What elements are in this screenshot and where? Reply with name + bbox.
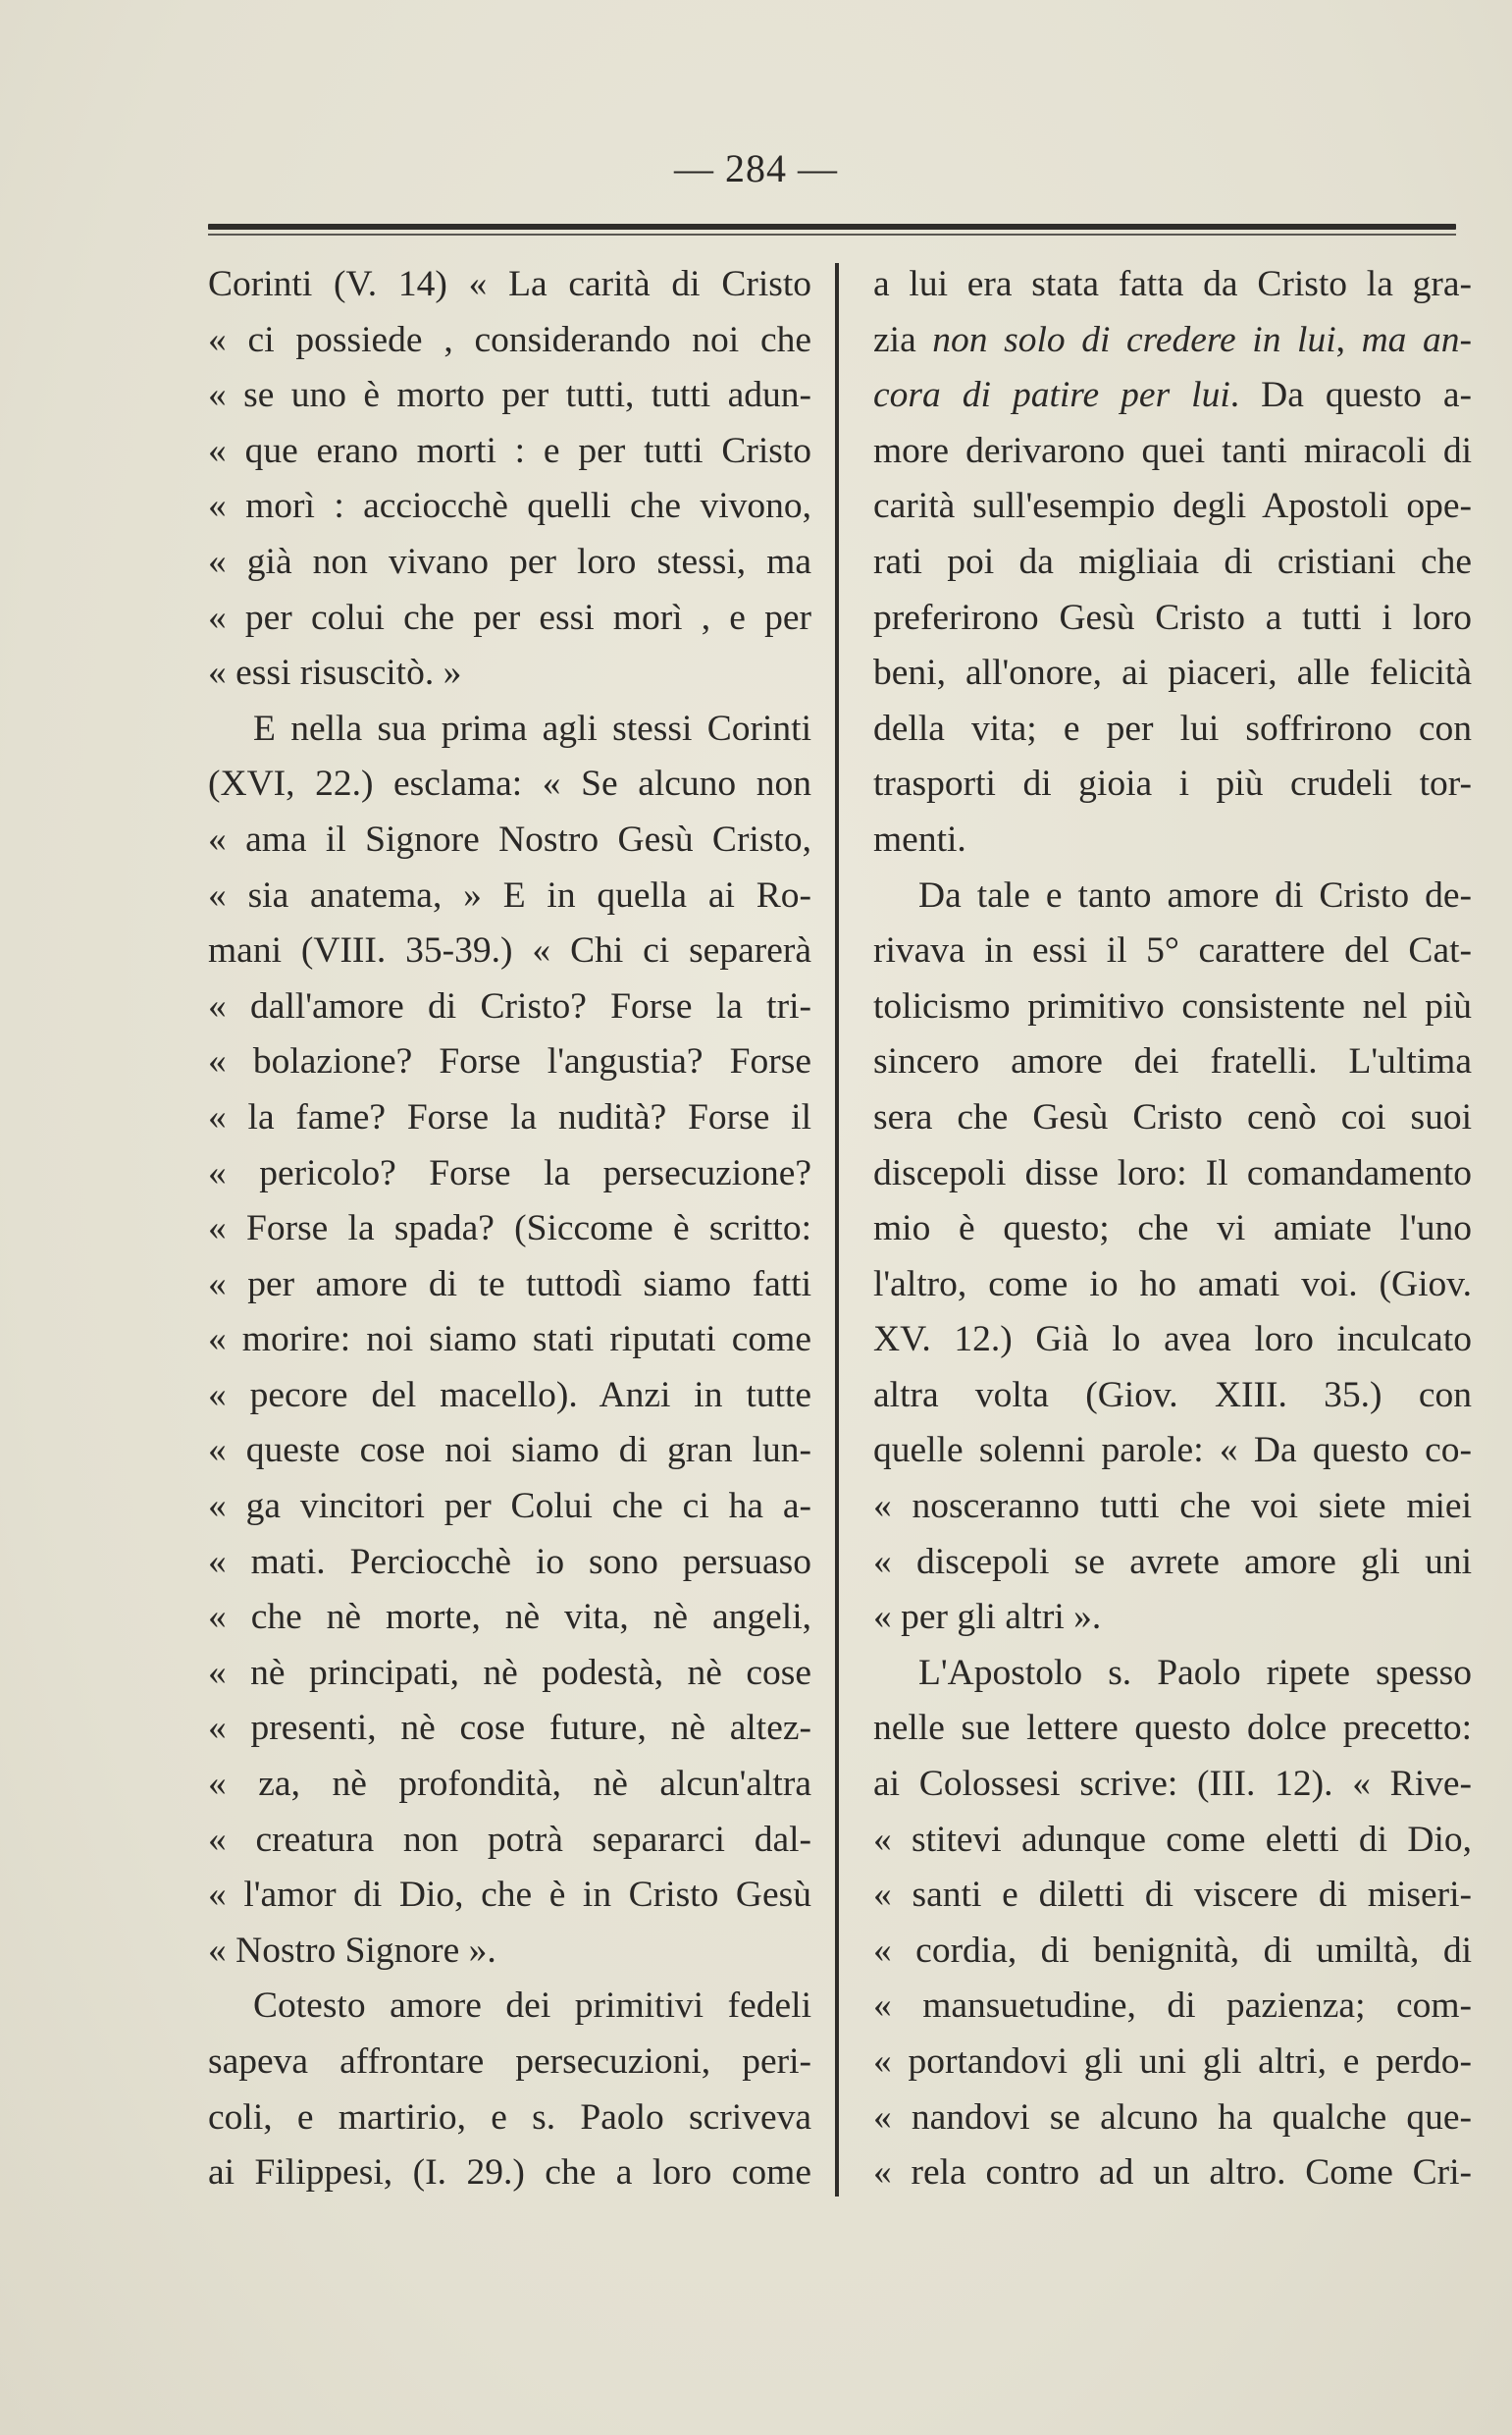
text-line: quelle solenni parole: « Da questo co-	[873, 1430, 1472, 1471]
header-rule-thin	[208, 234, 1456, 236]
text-line: « nandovi se alcuno ha qualche que-	[873, 2096, 1472, 2138]
text-line: tolicismo primitivo consistente nel più	[873, 985, 1472, 1027]
text-line: discepoli disse loro: Il comandamento	[873, 1152, 1472, 1193]
text-line: « per amore di te tuttodì siamo fatti	[208, 1263, 811, 1304]
text-line: sapeva affrontare persecuzioni, peri-	[208, 2041, 811, 2082]
italic-text: cora di patire per lui	[873, 375, 1230, 416]
italic-text: ma an-	[1361, 319, 1472, 360]
text-line: « queste cose noi siamo di gran lun-	[208, 1430, 811, 1471]
page-number: — 284 —	[674, 146, 838, 190]
column-divider	[835, 263, 839, 2197]
text-line: « rela contro ad un altro. Come Cri-	[873, 2152, 1472, 2194]
text-line: « l'amor di Dio, che è in Cristo Gesù	[208, 1875, 811, 1916]
text-line: sera che Gesù Cristo cenò coi suoi	[873, 1096, 1472, 1138]
text-line: « ama il Signore Nostro Gesù Cristo,	[208, 819, 811, 860]
text-line: cora di patire per lui. Da questo a-	[873, 375, 1472, 416]
text-line: XV. 12.) Già lo avea loro inculcato	[873, 1319, 1472, 1360]
text-line: « cordia, di benignità, di umiltà, di	[873, 1930, 1472, 1971]
text-line: ai Filippesi, (I. 29.) che a loro come	[208, 2152, 811, 2194]
text-line: E nella sua prima agli stessi Corinti	[253, 708, 811, 749]
text-line: « morì : acciocchè quelli che vivono,	[208, 486, 811, 527]
text-line: Cotesto amore dei primitivi fedeli	[253, 1985, 811, 2027]
text-line: « discepoli se avrete amore gli uni	[873, 1541, 1472, 1582]
text-line: rati poi da migliaia di cristiani che	[873, 541, 1472, 582]
text-line: « que erano morti : e per tutti Cristo	[208, 430, 811, 471]
text-line: « mansuetudine, di pazienza; com-	[873, 1985, 1472, 2027]
text-line: beni, all'onore, ai piaceri, alle felicità	[873, 653, 1472, 694]
text-line: trasporti di gioia i più crudeli tor-	[873, 764, 1472, 805]
text-line: « creatura non potrà separarci dal-	[208, 1819, 811, 1860]
text-line: « nosceranno tutti che voi siete miei	[873, 1486, 1472, 1527]
text-line: « la fame? Forse la nudità? Forse il	[208, 1096, 811, 1138]
text-line: « pecore del macello). Anzi in tutte	[208, 1374, 811, 1415]
text-line: « mati. Perciocchè io sono persuaso	[208, 1541, 811, 1582]
text-line: della vita; e per lui soffrirono con	[873, 708, 1472, 749]
text-line: mani (VIII. 35-39.) « Chi ci separerà	[208, 930, 811, 972]
text-line: « nè principati, nè podestà, nè cose	[208, 1652, 811, 1693]
text-line: « Nostro Signore ».	[208, 1930, 496, 1971]
text-line: (XVI, 22.) esclama: « Se alcuno non	[208, 764, 811, 805]
text-line: preferirono Gesù Cristo a tutti i loro	[873, 597, 1472, 638]
text-line: sincero amore dei fratelli. L'ultima	[873, 1041, 1472, 1083]
text-line: « bolazione? Forse l'angustia? Forse	[208, 1041, 811, 1083]
text-line: « ci possiede , considerando noi che	[208, 319, 811, 360]
text-line: nelle sue lettere questo dolce precetto:	[873, 1708, 1472, 1749]
text-line: « pericolo? Forse la persecuzione?	[208, 1152, 811, 1193]
header-rule	[208, 224, 1456, 230]
text-line: ai Colossesi scrive: (III. 12). « Rive-	[873, 1764, 1472, 1805]
text-line: « morire: noi siamo stati riputati come	[208, 1319, 811, 1360]
text-line: more derivarono quei tanti miracoli di	[873, 430, 1472, 471]
text-line: Corinti (V. 14) « La carità di Cristo	[208, 264, 811, 304]
italic-text: non solo di credere in lui	[932, 319, 1336, 360]
text-line: L'Apostolo s. Paolo ripete spesso	[918, 1652, 1472, 1693]
text-line: « sia anatema, » E in quella ai Ro-	[208, 874, 811, 916]
text-line: Da tale e tanto amore di Cristo de-	[918, 874, 1472, 916]
text-line: « già non vivano per loro stessi, ma	[208, 541, 811, 582]
text-line: « za, nè profondità, nè alcun'altra	[208, 1764, 811, 1805]
text-line: l'altro, come io ho amati voi. (Giov.	[873, 1263, 1472, 1304]
right-column	[873, 257, 1472, 2201]
text-line: « santi e diletti di viscere di miseri-	[873, 1875, 1472, 1916]
text-line: « ga vincitori per Colui che ci ha a-	[208, 1486, 811, 1527]
text-line: « portandovi gli uni gli altri, e perdo-	[873, 2041, 1472, 2082]
text-line: « per gli altri ».	[873, 1597, 1102, 1638]
text-line: carità sull'esempio degli Apostoli ope-	[873, 486, 1472, 527]
left-column	[208, 257, 811, 2201]
text-line: zia non solo di credere in lui, ma an-	[873, 319, 1472, 360]
text-line: « stitevi adunque come eletti di Dio,	[873, 1819, 1472, 1860]
text-line: « dall'amore di Cristo? Forse la tri-	[208, 985, 811, 1027]
text-line: « per colui che per essi morì , e per	[208, 597, 811, 638]
text-line: « che nè morte, nè vita, nè angeli,	[208, 1597, 811, 1638]
text-line: « presenti, nè cose future, nè altez-	[208, 1708, 811, 1749]
text-line: mio è questo; che vi amiate l'uno	[873, 1208, 1472, 1249]
text-line: rivava in essi il 5° carattere del Cat-	[873, 930, 1472, 972]
text-line: altra volta (Giov. XIII. 35.) con	[873, 1374, 1472, 1415]
text-line: coli, e martirio, e s. Paolo scriveva	[208, 2096, 811, 2138]
text-line: a lui era stata fatta da Cristo la gra-	[873, 264, 1472, 304]
text-line: « essi risuscitò. »	[208, 653, 462, 694]
text-line: « se uno è morto per tutti, tutti adun-	[208, 375, 811, 416]
text-line: « Forse la spada? (Siccome è scritto:	[208, 1208, 811, 1249]
text-line: menti.	[873, 819, 966, 860]
